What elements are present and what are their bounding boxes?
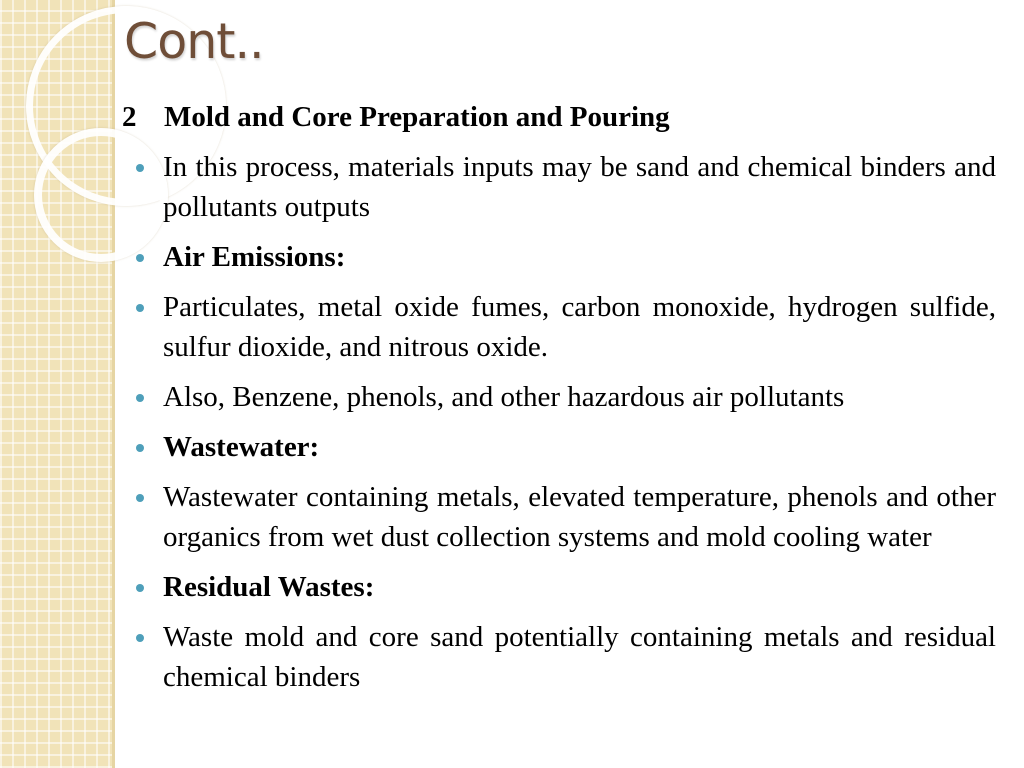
bullet-text: Wastewater containing metals, elevated temperature, phenols and other organics from wet dust collection systems and mold cooling water	[163, 481, 996, 553]
bullet-text: In this process, materials inputs may be sand and chemical binders and pollutants outputs	[163, 151, 996, 223]
bullet-list	[122, 147, 996, 697]
bullet-text: Wastewater:	[163, 431, 320, 463]
bullet-item	[122, 617, 996, 697]
bullet-text: Particulates, metal oxide fumes, carbon monoxide, hydrogen sulfide, sulfur dioxide, and nitrous oxide.	[163, 291, 996, 363]
bullet-dot-icon	[136, 444, 144, 452]
bullet-text: Residual Wastes:	[163, 571, 375, 603]
bullet-item	[122, 377, 996, 417]
bullet-item-heading	[122, 427, 996, 467]
bullet-text: Also, Benzene, phenols, and other hazardous air pollutants	[163, 381, 845, 413]
bullet-item-heading	[122, 237, 996, 277]
bullet-text: Air Emissions:	[163, 241, 346, 273]
section-title: Mold and Core Preparation and Pouring	[164, 101, 670, 133]
bullet-item	[122, 287, 996, 367]
bullet-item-heading	[122, 567, 996, 607]
bullet-dot-icon	[136, 254, 144, 262]
bullet-item	[122, 477, 996, 557]
bullet-text: Waste mold and core sand potentially containing metals and residual chemical binders	[163, 621, 996, 693]
bullet-dot-icon	[136, 634, 144, 642]
slide-content	[122, 97, 996, 707]
bullet-item	[122, 147, 996, 227]
section-heading	[122, 97, 996, 137]
slide-title: Cont..	[124, 13, 264, 70]
section-number: 2	[122, 101, 137, 133]
bullet-dot-icon	[136, 304, 144, 312]
bullet-dot-icon	[136, 394, 144, 402]
bullet-dot-icon	[136, 494, 144, 502]
bullet-dot-icon	[136, 584, 144, 592]
bullet-dot-icon	[136, 164, 144, 172]
